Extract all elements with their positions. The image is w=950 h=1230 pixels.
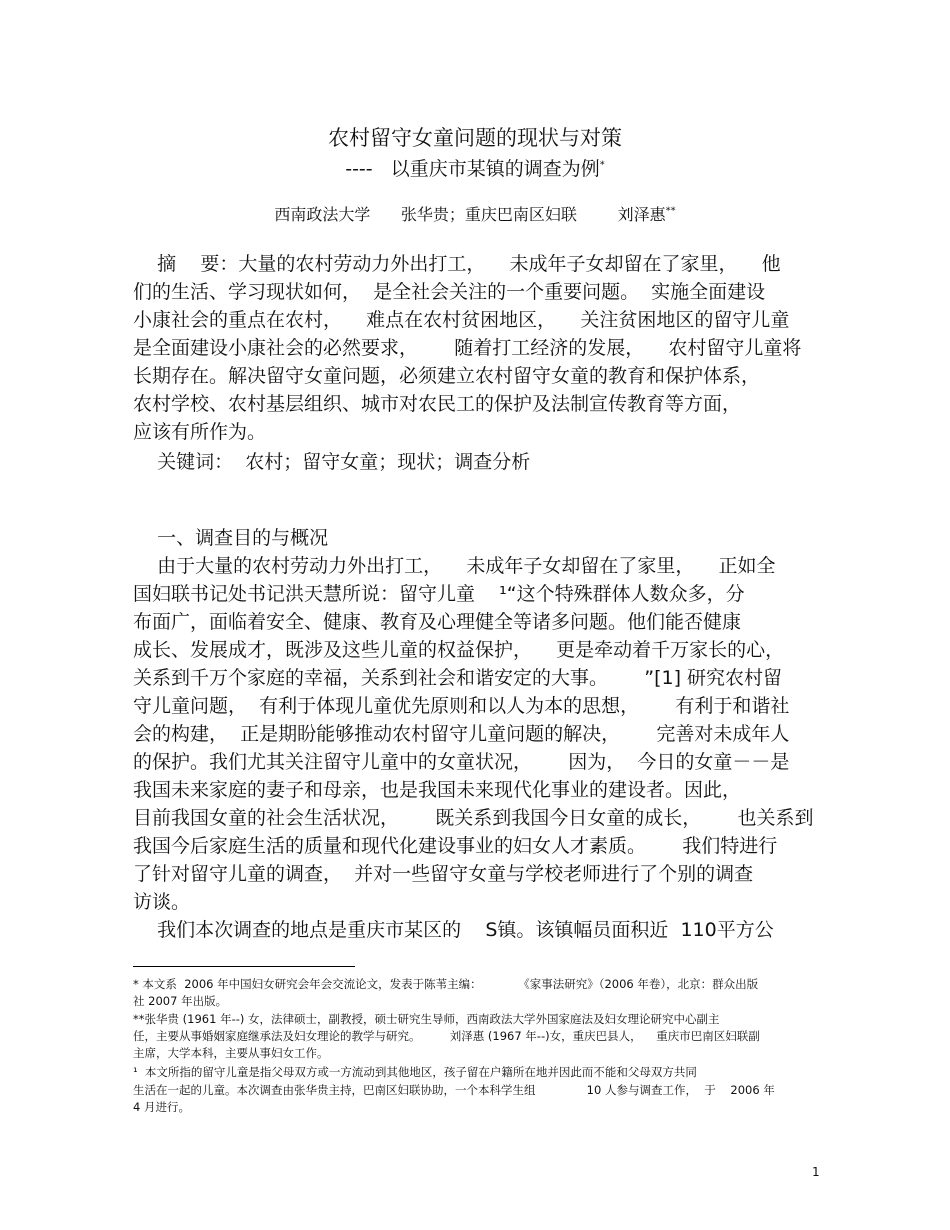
body-line: 我国未来家庭的妻子和母亲，也是我国未来现代化事业的建设者。因此， (133, 779, 742, 801)
body-line: 目前我国女童的社会生活状况， 既关系到我国今日女童的成长， 也关系到 (133, 807, 814, 829)
author-footnote-mark: ** (665, 205, 676, 217)
body-line: 访谈。 (133, 891, 191, 913)
body-line: 守儿童问题， 有利于体现儿童优先原则和以人为本的思想， 有利于和谐社 (133, 695, 790, 717)
body-line: 成长、发展成才，既涉及这些儿童的权益保护， 更是牵动着千万家长的心， (133, 639, 785, 661)
abstract-line: 农村学校、农村基层组织、城市对农民工的保护及法制宣传教育等方面， (133, 393, 742, 415)
author-text: 西南政法大学 张华贵；重庆巴南区妇联 刘泽惠 (274, 205, 666, 224)
body-line: 我国今后家庭生活的质量和现代化建设事业的妇女人才素质。 我们特进行 (133, 835, 778, 857)
body-line: 会的构建， 正是期盼能够推动农村留守儿童问题的解决， 完善对未成年人 (133, 723, 790, 745)
body-line: 国妇联书记处书记洪天慧所说：留守儿童 ¹“这个特殊群体人数众多，分 (133, 583, 745, 605)
abstract-line: 是全面建设小康社会的必然要求， 随着打工经济的发展， 农村留守儿童将 (133, 337, 802, 359)
footnote-line: 生活在一起的儿童。本次调查由张华贵主持，巴南区妇联协助，一个本科学生组 10 人参与调查工作， 于 2006 年 (133, 1083, 775, 1097)
section-heading: 一、调查目的与概况 (133, 527, 329, 549)
keywords-line: 关键词： 农村；留守女童；现状；调查分析 (133, 451, 531, 473)
paper-subtitle (0, 154, 950, 181)
abstract-line: 们的生活、学习现状如何， 是全社会关注的一个重要问题。 实施全面建设 (133, 281, 766, 303)
body-line: 了针对留守儿童的调查， 并对一些留守女童与学校老师进行了个别的调查 (133, 863, 754, 885)
abstract-line: 应该有所作为。 (133, 421, 267, 443)
footnote-line: 4 月进行。 (133, 1100, 190, 1114)
footnote-line: * 本文系 2006 年中国妇女研究会年会交流论文，发表于陈苇主编： 《家事法研究》（2006 年卷），北京：群众出版 (133, 977, 759, 991)
footnote-line: 任，主要从事婚姻家庭继承法及妇女理论的教学与研究。 刘泽惠 (1967 年--)女，重庆巴县人， 重庆市巴南区妇联副 (133, 1029, 760, 1043)
abstract-line: 摘 要：大量的农村劳动力外出打工， 未成年子女却留在了家里， 他 (133, 253, 781, 275)
author-line (0, 202, 950, 225)
paper-title: 农村留守女童问题的现状与对策 (328, 126, 622, 150)
footnote-divider (133, 966, 355, 967)
footnote-line: 社 2007 年出版。 (133, 994, 228, 1008)
subtitle-footnote-mark: * (599, 159, 605, 171)
abstract-line: 长期存在。解决留守女童问题，必须建立农村留守女童的教育和保护体系， (133, 365, 761, 387)
page-number: 1 (812, 1165, 820, 1179)
body-line: 我们本次调查的地点是重庆市某区的 S镇。该镇幅员面积近 110平方公 (133, 919, 774, 941)
body-line: 由于大量的农村劳动力外出打工， 未成年子女却留在了家里， 正如全 (133, 555, 776, 577)
body-line: 布面广，面临着安全、健康、教育及心理健全等诸多问题。他们能否健康 (133, 611, 742, 633)
body-line: 关系到千万个家庭的幸福，关系到社会和谐安定的大事。 ”[1] 研究农村留 (133, 667, 783, 689)
body-line: 的保护。我们尤其关注留守儿童中的女童状况， 因为， 今日的女童－－是 (133, 751, 790, 773)
footnote-line: ¹ 本文所指的留守儿童是指父母双方或一方流动到其他地区，孩子留在户籍所在地并因此而不能和父母双方共同 (133, 1065, 697, 1079)
footnote-line: 主席，大学本科，主要从事妇女工作。 (133, 1046, 329, 1060)
subtitle-text: ---- 以重庆市某镇的调查为例 (345, 158, 600, 180)
abstract-line: 小康社会的重点在农村， 难点在农村贫困地区， 关注贫困地区的留守儿童 (133, 309, 790, 331)
footnote-line: **张华贵 (1961 年--) 女，法律硕士，副教授，硕士研究生导师，西南政法大学外国家庭法及妇女理论研究中心副主 (133, 1012, 720, 1026)
